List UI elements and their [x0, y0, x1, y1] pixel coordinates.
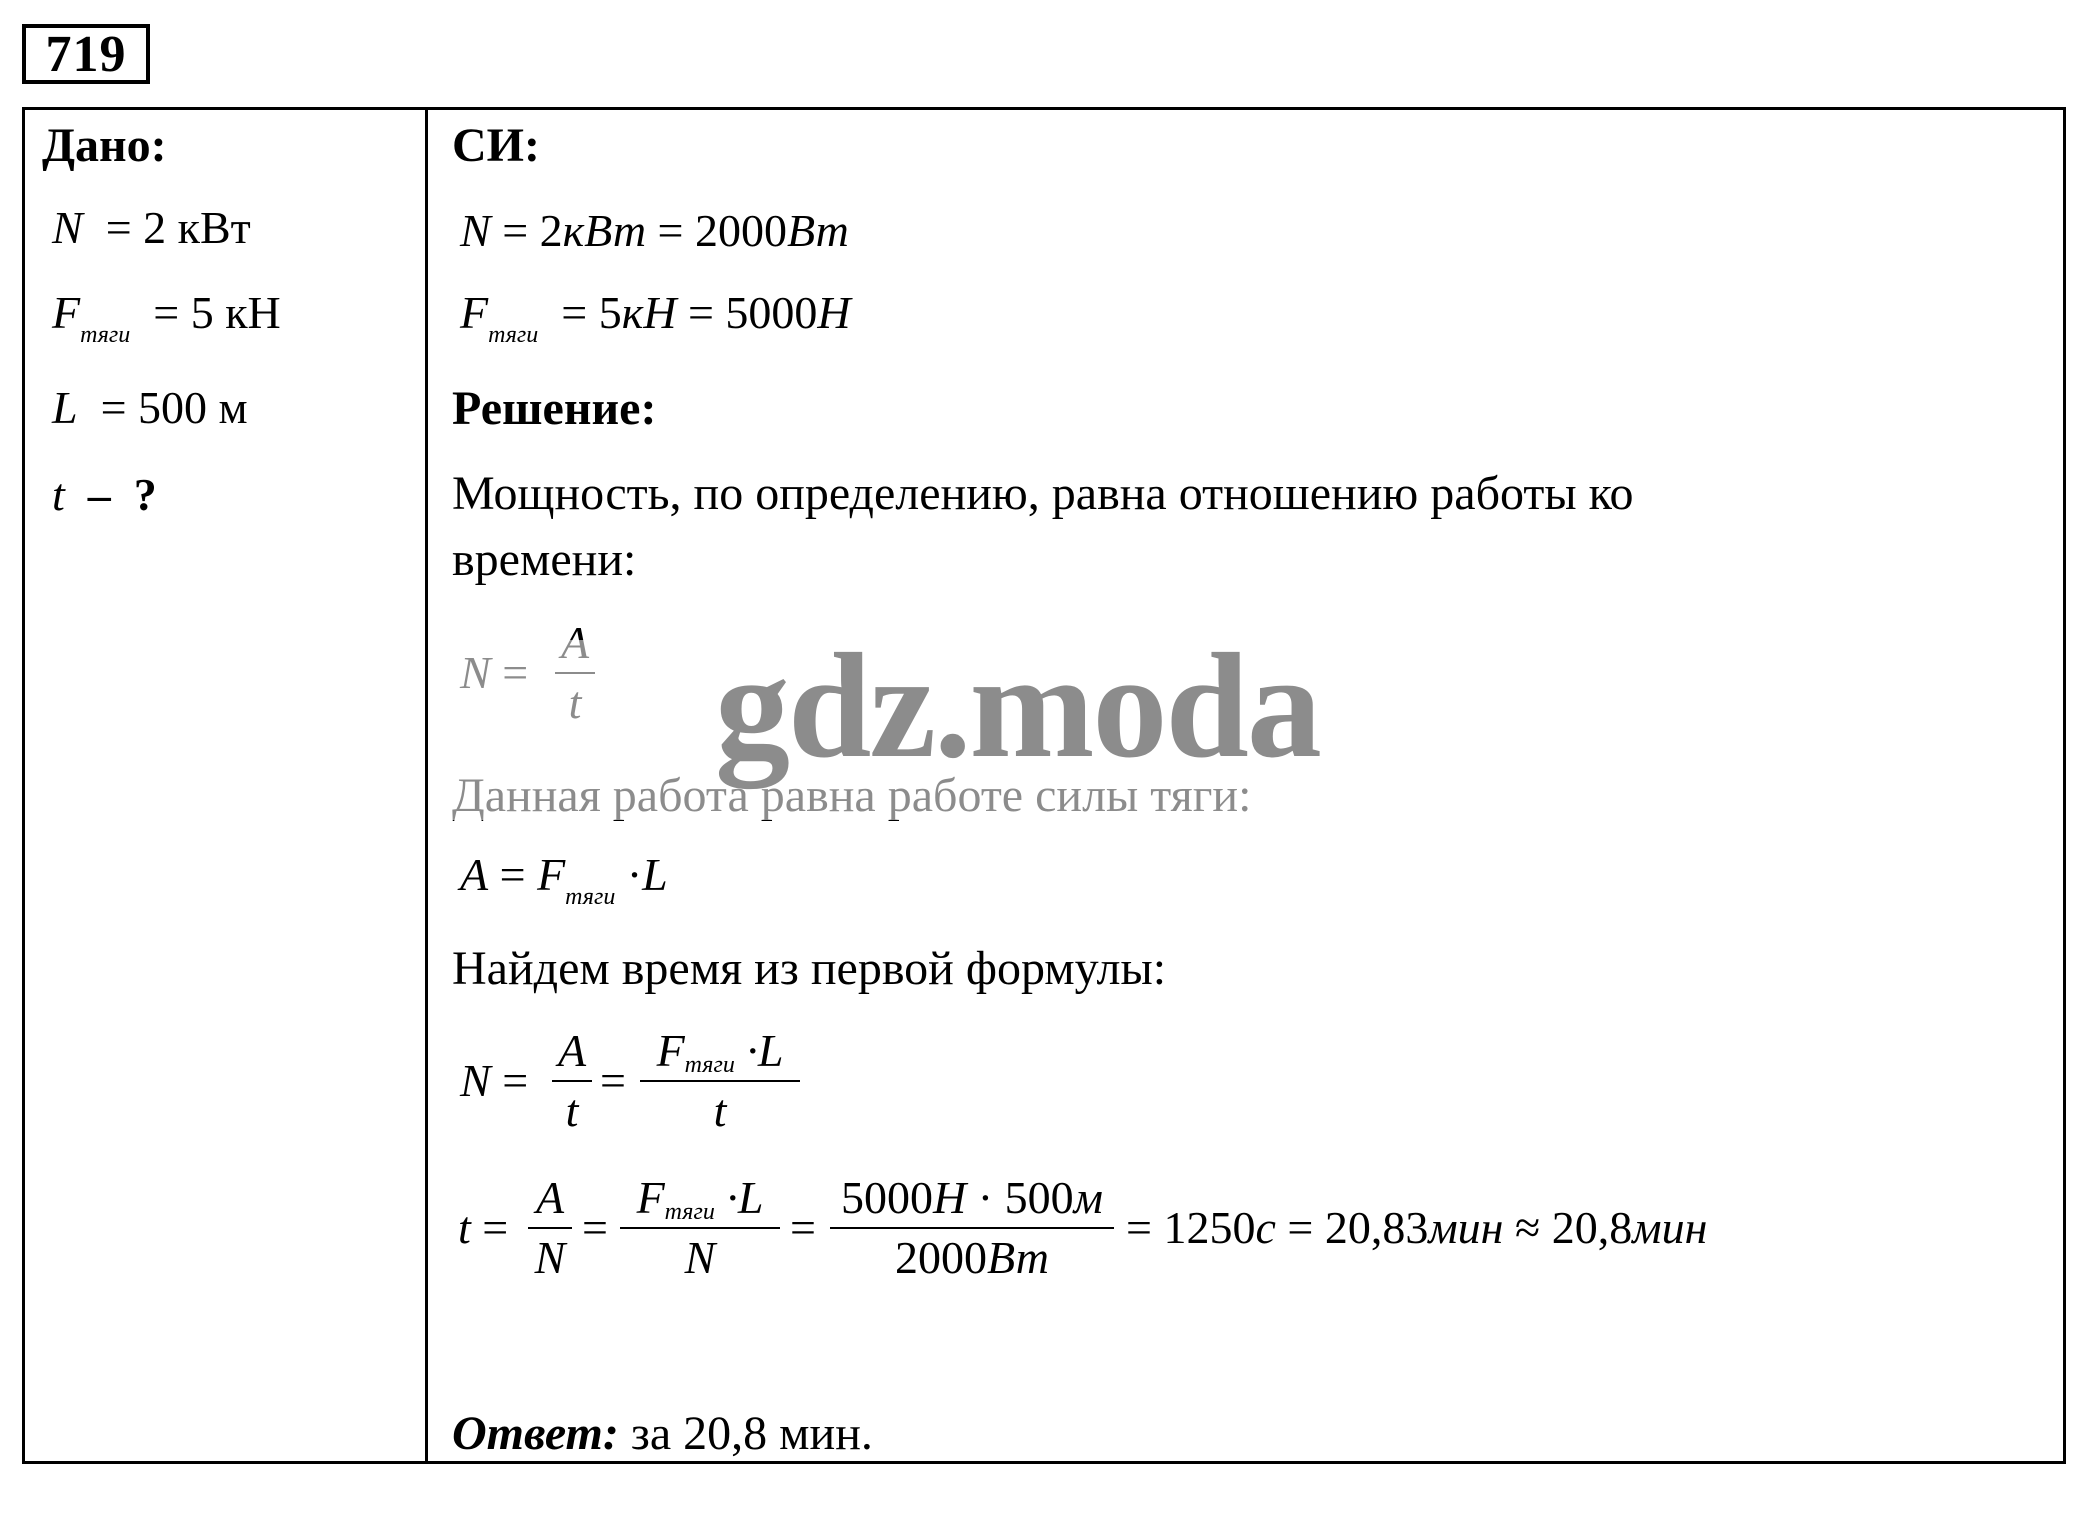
given-force: $F_{тяги} = 5$ кН [52, 287, 281, 348]
problem-number: 719 [22, 24, 150, 84]
answer-line [452, 1407, 873, 1460]
solution-paragraph-1a: Мощность, по определению, равна отношению работы ко [452, 467, 1634, 520]
formula-n-fraction-a: A t [552, 1028, 592, 1134]
column-divider [425, 107, 428, 1464]
given-title: Дано: [42, 119, 167, 172]
si-force: $F_{тяги} = 5кН = 5000Н$ [460, 287, 851, 348]
solution-paragraph-1b: времени: [452, 533, 637, 586]
answer-label: Ответ: [452, 1407, 619, 1460]
answer-text: за 20,8 мин. [630, 1407, 873, 1460]
formula-work: $A = F_{тяги} \cdot L$ [460, 849, 668, 910]
formula-t-result: = 1250с = 20,83мин ≈ 20,8мин [1126, 1202, 1708, 1253]
formula-t-eq1: = [582, 1202, 608, 1253]
given-distance: L = 500 м [52, 382, 248, 433]
si-power: N = 2кВт = 2000Вт [460, 205, 849, 256]
formula-t-fraction-fl: Fтяги ·L N [620, 1175, 780, 1281]
formula-t-fraction-a: A N [528, 1175, 572, 1281]
solution-title: Решение: [452, 382, 657, 435]
formula-t-eq2: = [790, 1202, 816, 1253]
given-unknown: t – ? [52, 469, 157, 520]
formula-t-fraction-numeric: 5000Н · 500м 2000Вт [830, 1175, 1114, 1281]
given-power: N = 2 кВт [52, 202, 251, 253]
formula-n-lhs: N = [460, 1055, 529, 1106]
formula-t-lhs: t = [458, 1202, 509, 1253]
solution-paragraph-3: Найдем время из первой формулы: [452, 942, 1167, 995]
watermark: gdz.moda [715, 623, 1320, 789]
formula-n-equals: = [600, 1055, 626, 1106]
formula-n-fraction-fl: Fтяги ·L t [640, 1028, 800, 1134]
si-title: СИ: [452, 119, 540, 172]
